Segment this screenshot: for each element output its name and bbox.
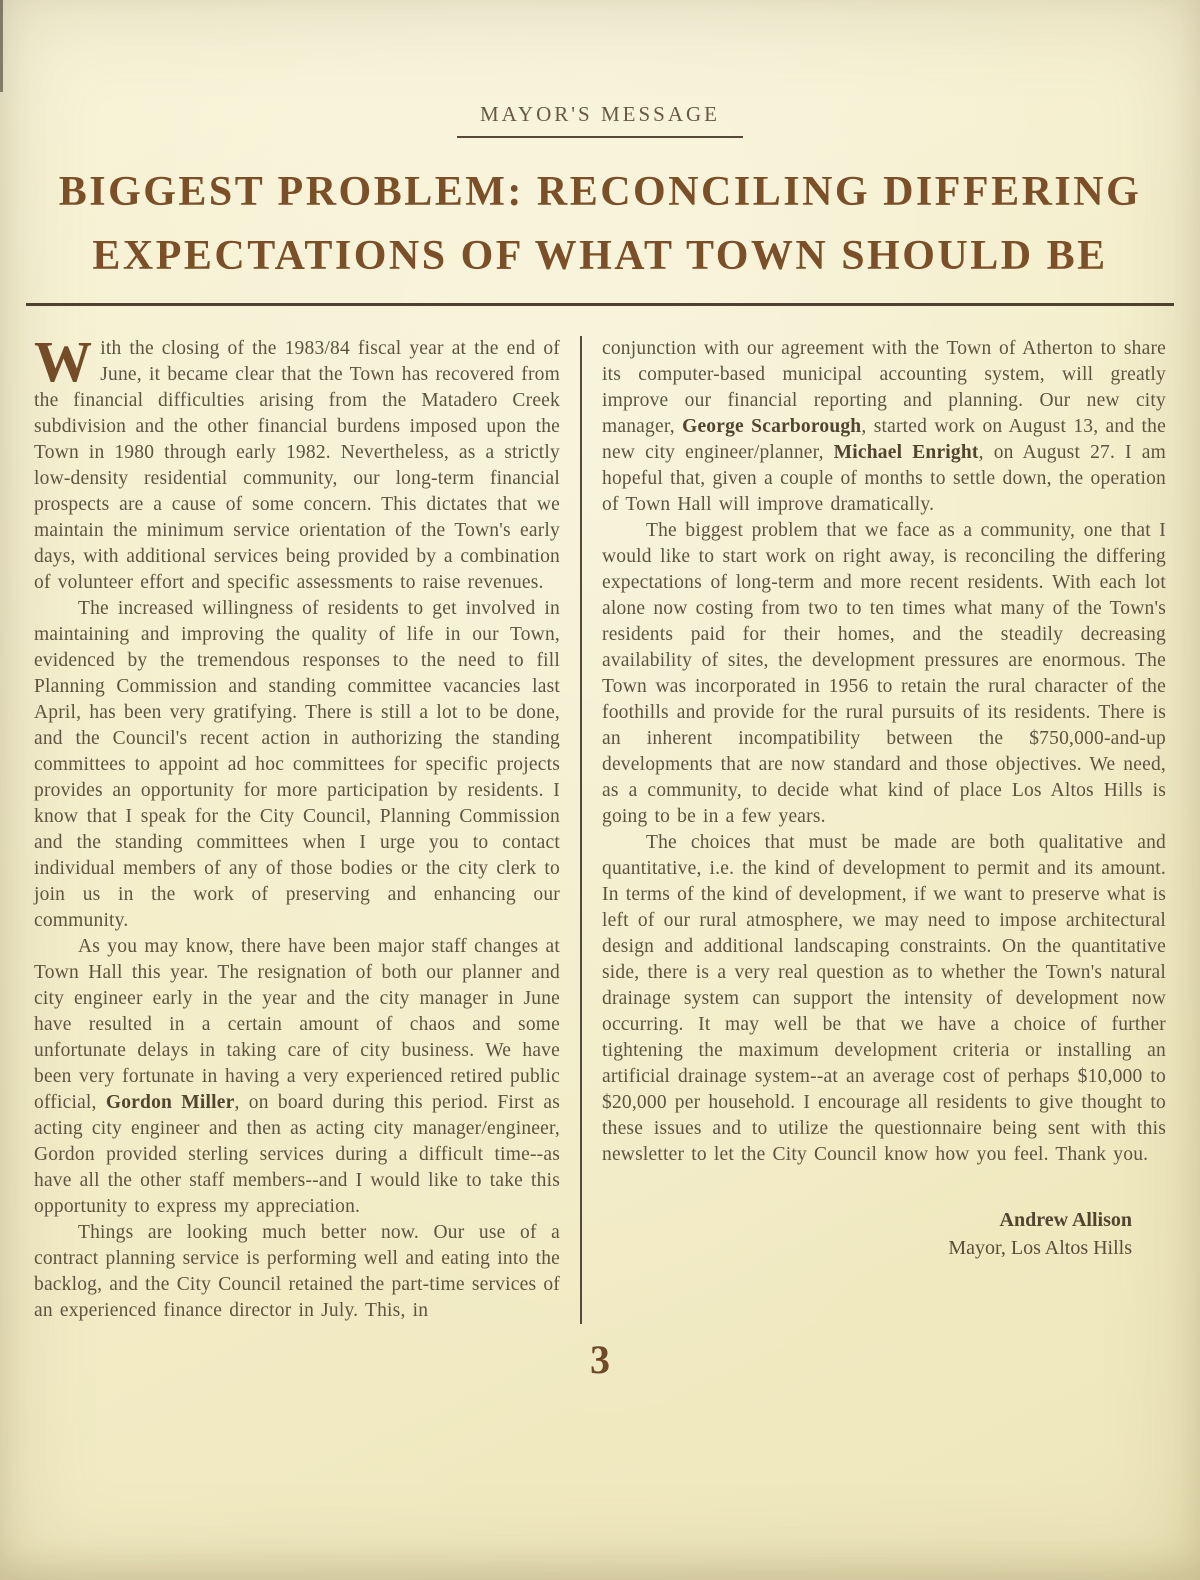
person-name-george-scarborough: George Scarborough	[682, 416, 862, 437]
headline-line-1: BIGGEST PROBLEM: RECONCILING DIFFERING	[58, 169, 1142, 215]
section-kicker: MAYOR'S MESSAGE	[480, 102, 720, 126]
kicker-underline	[457, 136, 743, 138]
signature-block	[602, 1206, 1166, 1262]
paragraph: The increased willingness of residents to get involved in maintaining and improving the quality of life in our Town, evidenced by the tremendous responses to the need to fill Planning Commission and standing committee vacancies last April, has been very gratifying. There is still a lot to be done, and the Council's recent action in authorizing the standing committees to appoint ad hoc committees for specific projects provides an opportunity for more participation by residents. I know that I speak for the City Council, Planning Commission and the standing committees when I urge you to contact individual members of any of those bodies or the city clerk to join us in the work of preserving and enhancing our community.	[34, 598, 560, 931]
left-column	[34, 329, 580, 1324]
headline	[40, 160, 1160, 288]
right-column	[580, 336, 1166, 1324]
paragraph: The choices that must be made are both qualitative and quantitative, i.e. the kind of development to permit and its amount. In terms of the kind of development, if we want to preserve what is left of our rural atmosphere, we may need to impose architectural design and additional landscaping constraints. On the quantitative side, there is a very real question as to whether the Town's natural drainage system can support the intensity of development now occurring. It may well be that we have a choice of further tightening the maximum development criteria or installing an artificial drainage system--at an average cost of perhaps $10,000 to $20,000 per household. I encourage all residents to give thought to these issues and to utilize the questionnaire being sent with this newsletter to let the City Council know how you feel. Thank you.	[602, 832, 1166, 1165]
paragraph-text: , started work on August 13, and the new city engineer/planner,	[602, 416, 1166, 463]
paragraph: The biggest problem that we face as a community, one that I would like to start work on right away, is reconciling the differing expectations of long-term and more recent residents. With each lot alone now costing from two to ten times what many of the Town's residents paid for their homes, and the steadily decreasing availability of sites, the development pressures are enormous. The Town was incorporated in 1956 to retain the rural character of the foothills and provide for the rural pursuits of its residents. There is an inherent incompatibility between the $750,000-and-up developments that are now standard and those objectives. We need, as a community, to decide what kind of place Los Altos Hills is going to be in a few years.	[602, 520, 1166, 827]
header-divider-rule	[26, 303, 1174, 306]
person-name-gordon-miller: Gordon Miller	[105, 1092, 235, 1113]
scan-edge-artifact	[0, 0, 3, 92]
dropcap-letter: W	[34, 329, 93, 394]
paragraph-continuation	[602, 336, 1166, 518]
person-name-michael-enright: Michael Enright	[833, 442, 979, 463]
paragraph	[34, 934, 560, 1220]
article-body	[34, 329, 1166, 1324]
headline-line-2: EXPECTATIONS OF WHAT TOWN SHOULD BE	[92, 233, 1108, 279]
paragraph-text: , on August 27. I am hopeful that, given a couple of months to settle down, the operation of Town Hall will improve dramatically.	[602, 442, 1166, 515]
paragraph-text: ith the closing of the 1983/84 fiscal year at the end of June, it became clear that the Town has recovered from the financial difficulties arising from the Matadero Creek subdivision and the other financial burdens imposed upon the Town in 1980 through early 1982. Nevertheless, as a strictly low-density residential community, our long-term financial prospects are a cause of some concern. This dictates that we maintain the minimum service orientation of the Town's early days, with additional services being provided by a combination of volunteer effort and specific assessments to raise revenues.	[34, 338, 560, 593]
page-number: 3	[590, 1337, 610, 1382]
paragraph-text: , on board during this period. First as acting city engineer and then as acting city manager/engineer, Gordon provided sterling services during a difficult time--as have all the other staff members--and I would like to take this opportunity to express my appreciation.	[34, 1092, 560, 1217]
signature-title: Mayor, Los Altos Hills	[948, 1237, 1132, 1259]
paragraph: Things are looking much better now. Our use of a contract planning service is performing well and eating into the backlog, and the City Council retained the part-time services of an experienced finance director in July. This, in	[34, 1222, 560, 1321]
paragraph-text: conjunction with our agreement with the Town of Atherton to share its computer-based municipal accounting system, will greatly improve our financial reporting and planning. Our new city manager,	[602, 338, 1166, 437]
page-header	[0, 0, 1200, 288]
signature-name: Andrew Allison	[999, 1209, 1132, 1231]
paragraph-opening	[34, 329, 560, 596]
paragraph-text: As you may know, there have been major staff changes at Town Hall this year. The resignation of both our planner and city engineer early in the year and the city manager in June have resulted in a certain amount of chaos and some unfortunate delays in taking care of city business. We have been very fortunate in having a very experienced retired public official,	[34, 936, 560, 1113]
